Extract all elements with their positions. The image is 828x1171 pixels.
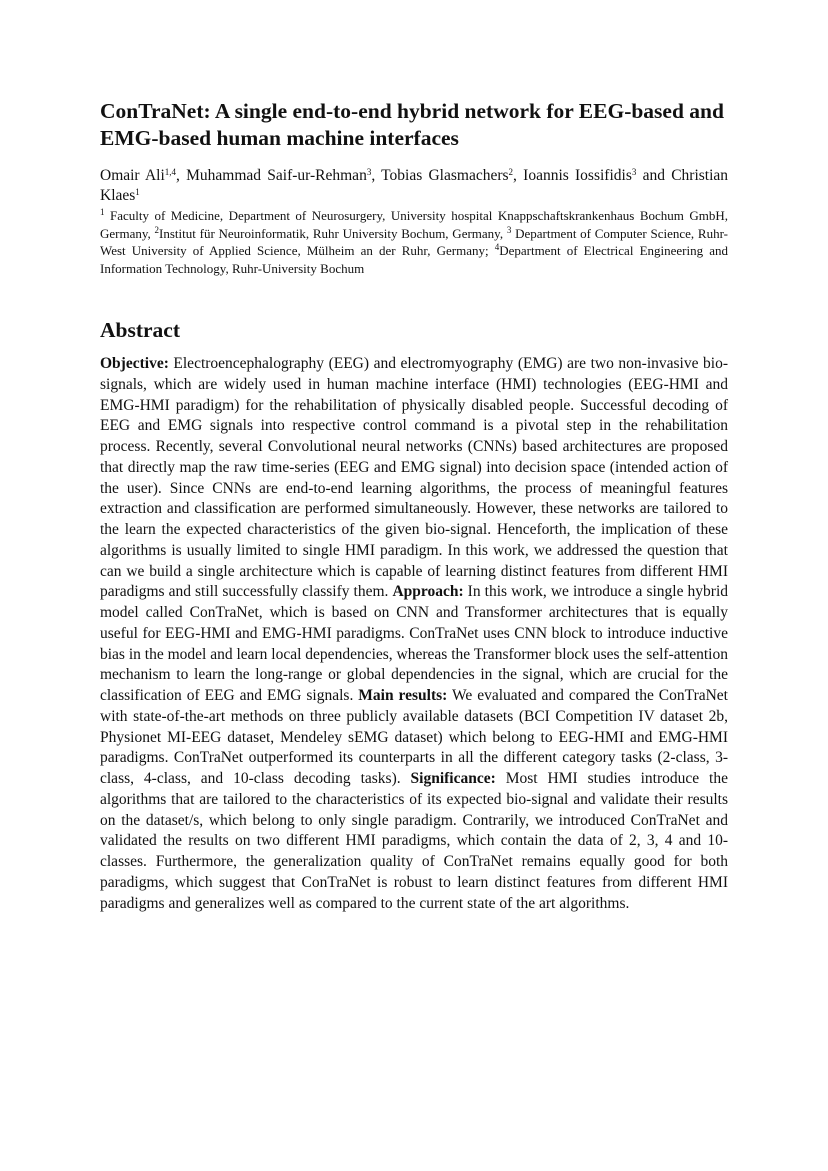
- author-affiliation-mark: 2: [508, 167, 514, 177]
- author-affiliation-mark: 1,4: [164, 167, 177, 177]
- author: [186, 167, 381, 184]
- author-name: Ioannis Iossifidis: [523, 167, 632, 184]
- author-name: Christian Klaes: [100, 167, 729, 204]
- affiliations: [100, 207, 728, 277]
- author: [100, 167, 186, 184]
- author-name: Muhammad Saif-ur-Rehman: [186, 167, 367, 184]
- affiliation-mark: 3: [506, 224, 512, 235]
- affiliation-text: Faculty of Medicine, Department of Neurosurgery, University hospital Knappschaftskrankenhaus Bochum GmbH, Germany,: [100, 208, 728, 241]
- author-name: Tobias Glasmachers: [381, 167, 509, 184]
- affiliation-text: Department of Computer Science, Ruhr-West University of Applied Science, Mülheim an der Ruhr, Germany;: [100, 225, 728, 258]
- abstract-heading: Abstract: [100, 318, 181, 342]
- author: [523, 167, 671, 184]
- author: [381, 167, 523, 184]
- affiliation-text: Institut für Neuroinformatik, Ruhr University Bochum, Germany,: [159, 225, 507, 241]
- approach-label: Approach:: [392, 583, 464, 601]
- author-list: [100, 166, 728, 205]
- significance-text: Most HMI studies introduce the algorithms that are tailored to the characteristics of its expected bio-signal and validate their results on the dataset/s, which belong to only single paradigm. Contrarily, we introduced ConTraNet and validated the results on two different HMI paradigms, which contain the data of 2, 3, 4 and 10-classes. Furthermore, the generalization quality of ConTraNet remains equally good for both paradigms, which suggest that ConTraNet is robust to learn distinct features from different HMI paradigms and generalizes well as compared to the current state of the art algorithms.: [100, 770, 728, 912]
- author-affiliation-mark: 1: [135, 186, 140, 197]
- main-results-label: Main results:: [358, 687, 448, 704]
- approach-text: In this work, we introduce a single hybrid model called ConTraNet, which is based on CNN and Transformer architectures that is equally useful for EEG-HMI and EMG-HMI paradigms. ConTraNet uses CNN block to introduce inductive bias in the model and learn local dependencies, whereas the Transformer block uses the self-attention mechanism to learn the long-range or global dependencies in the signal, which are crucial for the classification of EEG and EMG signals.: [100, 583, 728, 704]
- author-separator: and: [636, 167, 672, 184]
- main-results-text: We evaluated and compared the ConTraNet with state-of-the-art methods on three publicly available datasets (BCI Competition IV dataset 2b, Physionet MI-EEG dataset, Mendeley sEMG dataset) which belong to EEG-HMI and EMG-HMI paradigms. ConTraNet outperformed its counterparts in all the different category tasks (2-class, 3-class, 4-class, and 10-class decoding tasks).: [100, 687, 728, 787]
- affiliation-mark: 4: [494, 242, 500, 252]
- paper-title: ConTraNet: A single end-to-end hybrid network for EEG-based and EMG-based human machine interfaces: [100, 99, 724, 150]
- author-separator: ,: [371, 167, 382, 184]
- paper-page: [100, 98, 728, 914]
- affiliation-text: Department of Electrical Engineering and Information Technology, Ruhr-University Bochum: [100, 243, 728, 276]
- author-separator: ,: [176, 167, 187, 184]
- affiliation-mark: 1: [100, 207, 105, 217]
- author-name: Omair Ali: [100, 167, 165, 184]
- abstract-body: [100, 354, 728, 914]
- objective-label: Objective:: [100, 355, 169, 372]
- significance-label: Significance:: [410, 770, 496, 787]
- author-affiliation-mark: 3: [631, 167, 637, 177]
- author-affiliation-mark: 3: [366, 167, 372, 177]
- author-separator: ,: [513, 167, 524, 184]
- objective-text: Electroencephalography (EEG) and electromyography (EMG) are two non-invasive bio-signals, which are widely used in human machine interface (HMI) technologies (EEG-HMI and EMG-HMI paradigm) for the rehabilitation of physically disabled people. Successful decoding of EEG and EMG signals into respective control command is a pivotal step in the rehabilitation process. Recently, several Convolutional neural networks (CNNs) based architectures are proposed that directly map the raw time-series (EEG and EMG signal) into decision space (intended action of the user). Since CNNs are end-to-end learning algorithms, the process of meaningful features extraction and classification are performed simultaneously. However, these networks are tailored to the learn the expected characteristics of the given bio-signal. Henceforth, the implication of these algorithms is usually limited to single HMI paradigm. In this work, we addressed the question that can we build a single architecture which is capable of learning distinct features from different HMI paradigms and still successfully classify them.: [100, 355, 728, 601]
- affiliation-mark: 2: [154, 224, 160, 235]
